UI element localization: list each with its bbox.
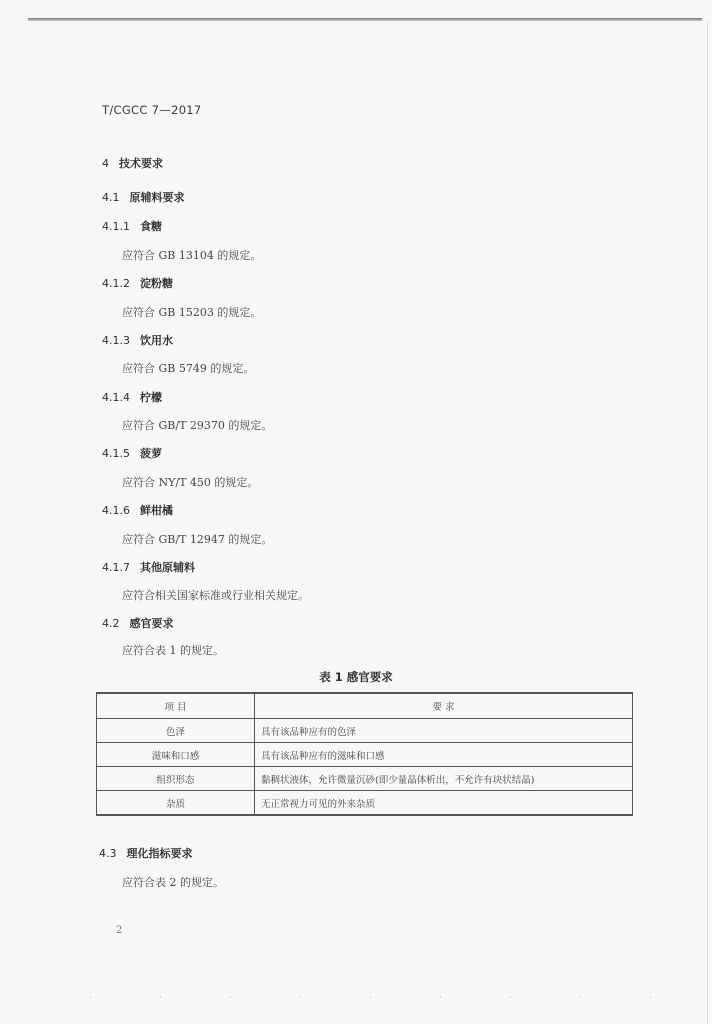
table-row bbox=[97, 767, 633, 791]
section-number: 4.1.6 bbox=[102, 504, 130, 517]
section-text: 应符合 GB/T 29370 的规定。 bbox=[122, 419, 273, 432]
section-text: 应符合 GB 13104 的规定。 bbox=[122, 249, 262, 262]
section-number: 4.1.3 bbox=[102, 334, 130, 347]
table-caption: 表 1 感官要求 bbox=[319, 670, 393, 684]
page-number: 2 bbox=[116, 925, 123, 936]
section-heading bbox=[102, 389, 162, 405]
section-heading bbox=[102, 615, 174, 631]
section-title: 淀粉糖 bbox=[140, 277, 173, 290]
table-cell-requirement: 具有该品种应有的滋味和口感 bbox=[255, 743, 633, 767]
table-cell-item: 滋味和口感 bbox=[97, 743, 255, 767]
section-title: 鲜柑橘 bbox=[140, 504, 173, 517]
page-right-edge bbox=[707, 22, 708, 1024]
section-number: 4.1.5 bbox=[102, 447, 130, 460]
section-number: 4.1.1 bbox=[102, 220, 130, 233]
section-number: 4 bbox=[102, 157, 109, 170]
section-text: 应符合表 1 的规定。 bbox=[122, 644, 224, 657]
section-heading bbox=[102, 502, 173, 518]
section-text: 应符合 GB 5749 的规定。 bbox=[122, 362, 255, 375]
section-title: 感官要求 bbox=[129, 617, 174, 630]
column-header-item: 项 目 bbox=[97, 693, 255, 719]
section-heading bbox=[102, 332, 173, 348]
section-text: 应符合 GB/T 12947 的规定。 bbox=[122, 533, 273, 546]
section-title: 其他原辅料 bbox=[140, 561, 195, 574]
table-header-row bbox=[97, 693, 633, 719]
table-cell-item: 色泽 bbox=[97, 719, 255, 743]
section-heading bbox=[102, 445, 162, 461]
table-row bbox=[97, 719, 633, 743]
section-number: 4.3 bbox=[99, 847, 117, 860]
section-title: 技术要求 bbox=[119, 157, 163, 170]
section-heading bbox=[102, 218, 162, 234]
table-cell-requirement: 具有该品种应有的色泽 bbox=[255, 719, 633, 743]
table-cell-requirement: 黏稠状液体，允许微量沉砂(即少量晶体析出，不允许有块状结晶) bbox=[255, 767, 633, 791]
standard-code: T/CGCC 7—2017 bbox=[102, 103, 202, 117]
section-title: 菠萝 bbox=[140, 447, 162, 460]
table-row bbox=[97, 743, 633, 767]
section-number: 4.2 bbox=[102, 617, 120, 630]
section-title: 饮用水 bbox=[140, 334, 173, 347]
section-heading bbox=[102, 559, 195, 575]
section-title: 柠檬 bbox=[140, 391, 162, 404]
table-cell-item: 杂质 bbox=[97, 791, 255, 816]
sensory-requirements-table bbox=[96, 692, 633, 816]
section-title: 理化指标要求 bbox=[126, 847, 193, 860]
section-heading bbox=[102, 275, 173, 291]
scan-specks bbox=[60, 996, 672, 998]
section-number: 4.1 bbox=[102, 191, 120, 204]
section-heading bbox=[102, 189, 185, 205]
section-text: 应符合表 2 的规定。 bbox=[122, 876, 224, 889]
section-number: 4.1.2 bbox=[102, 277, 130, 290]
table-cell-requirement: 无正常视力可见的外来杂质 bbox=[255, 791, 633, 816]
column-header-requirement: 要 求 bbox=[255, 693, 633, 719]
section-heading bbox=[102, 155, 163, 171]
section-heading bbox=[99, 845, 193, 861]
section-text: 应符合 NY/T 450 的规定。 bbox=[122, 476, 259, 489]
section-text: 应符合相关国家标准或行业相关规定。 bbox=[122, 589, 309, 602]
section-text: 应符合 GB 15203 的规定。 bbox=[122, 306, 262, 319]
section-title: 食糖 bbox=[140, 220, 162, 233]
section-number: 4.1.7 bbox=[102, 561, 130, 574]
page-top-edge bbox=[28, 18, 702, 21]
table-cell-item: 组织形态 bbox=[97, 767, 255, 791]
section-number: 4.1.4 bbox=[102, 391, 130, 404]
table-row bbox=[97, 791, 633, 816]
section-title: 原辅料要求 bbox=[129, 191, 185, 204]
